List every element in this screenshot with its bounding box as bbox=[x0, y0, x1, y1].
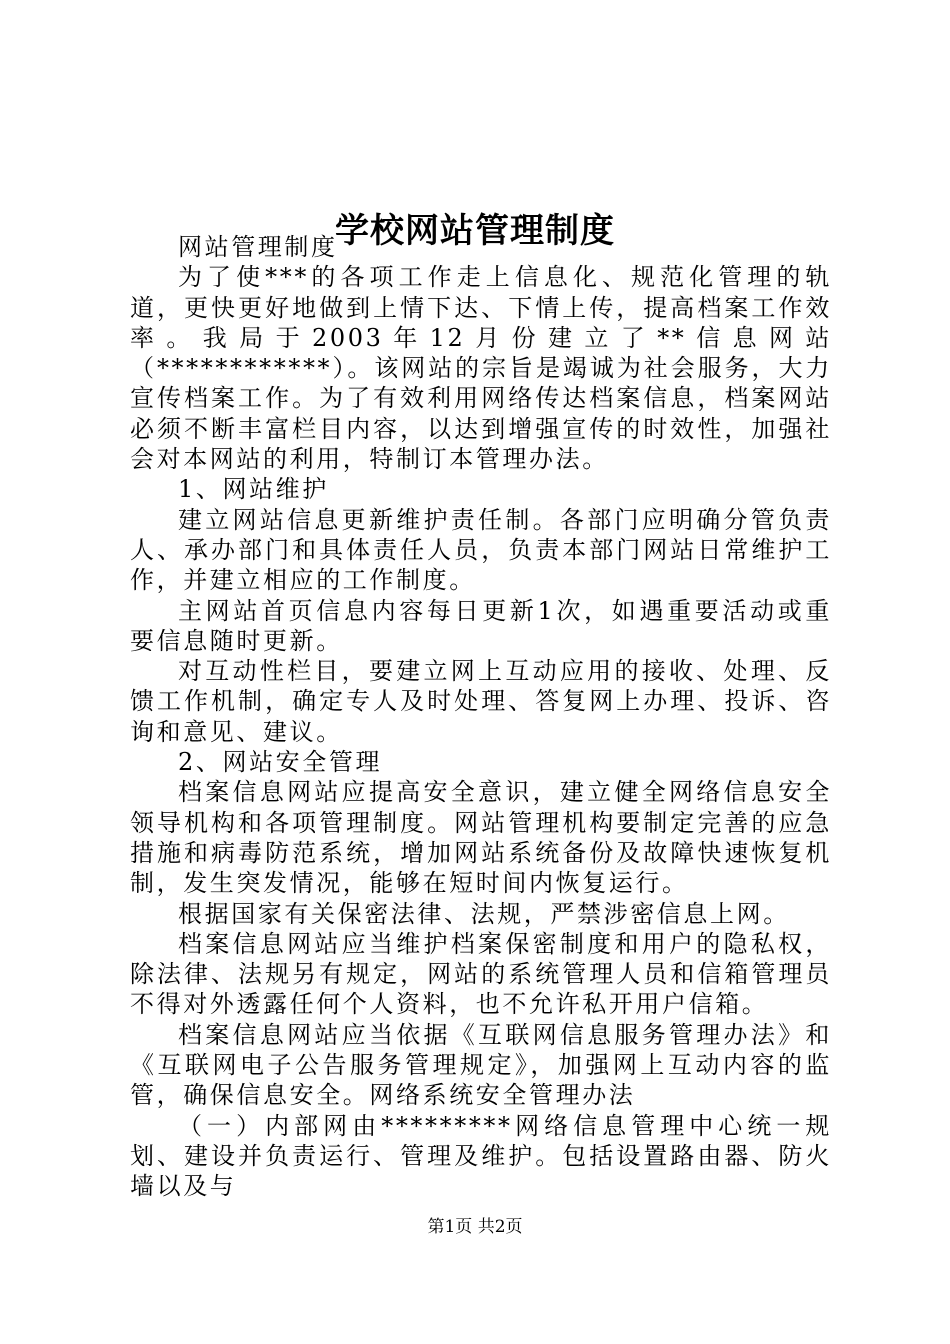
paragraph-security-2: 根据国家有关保密法律、法规，严禁涉密信息上网。 bbox=[178, 899, 790, 928]
paragraph-maintenance-1: 建立网站信息更新维护责任制。各部门应明确分管负责人、承办部门和具体责任人员，负责本部门网站日常维护工作，并建立相应的工作制度。 bbox=[130, 505, 832, 595]
paragraph-security-1: 档案信息网站应提高安全意识，建立健全网络信息安全领导机构和各项管理制度。网站管理机构要制定完善的应急措施和病毒防范系统，增加网站系统备份及故障快速恢复机制，发生突发情况，能够在短时间内恢复运行。 bbox=[130, 778, 832, 898]
section-heading-maintenance: 1、网站维护 bbox=[178, 475, 329, 504]
paragraph-intro: 为了使***的各项工作走上信息化、规范化管理的轨道，更快更好地做到上情下达、下情上传，提高档案工作效率。我局于2003年12月份建立了**信息网站（************）。该网站的宗旨是竭诚为社会服务，大力宣传档案工作。为了有效利用网络传达档案信息，档案网站必须不断丰富栏目内容，以达到增强宣传的时效性，加强社会对本网站的利用，特制订本管理办法。 bbox=[130, 263, 832, 474]
page-footer: 第1页 共2页 bbox=[427, 1217, 523, 1237]
paragraph-maintenance-3: 对互动性栏目，要建立网上互动应用的接收、处理、反馈工作机制，确定专人及时处理、答复网上办理、投诉、咨询和意见、建议。 bbox=[130, 657, 832, 746]
paragraph-heading: 网站管理制度 bbox=[178, 233, 338, 261]
paragraph-security-4: 档案信息网站应当依据《互联网信息服务管理办法》和《互联网电子公告服务管理规定》，加强网上互动内容的监管，确保信息安全。网络系统安全管理办法 bbox=[130, 1020, 832, 1110]
paragraph-network-1: （一）内部网由*********网络信息管理中心统一规划、建设并负责运行、管理及维护。包括设置路由器、防火墙以及与 bbox=[130, 1111, 832, 1201]
document-body bbox=[130, 232, 832, 1202]
paragraph-security-3: 档案信息网站应当维护档案保密制度和用户的隐私权，除法律、法规另有规定，网站的系统管理人员和信箱管理员不得对外透露任何个人资料，也不允许私开用户信箱。 bbox=[130, 929, 832, 1019]
section-heading-security: 2、网站安全管理 bbox=[178, 748, 383, 777]
document-title: 学校网站管理制度 bbox=[335, 210, 615, 251]
paragraph-maintenance-2: 主网站首页信息内容每日更新1次，如遇重要活动或重要信息随时更新。 bbox=[130, 596, 832, 655]
